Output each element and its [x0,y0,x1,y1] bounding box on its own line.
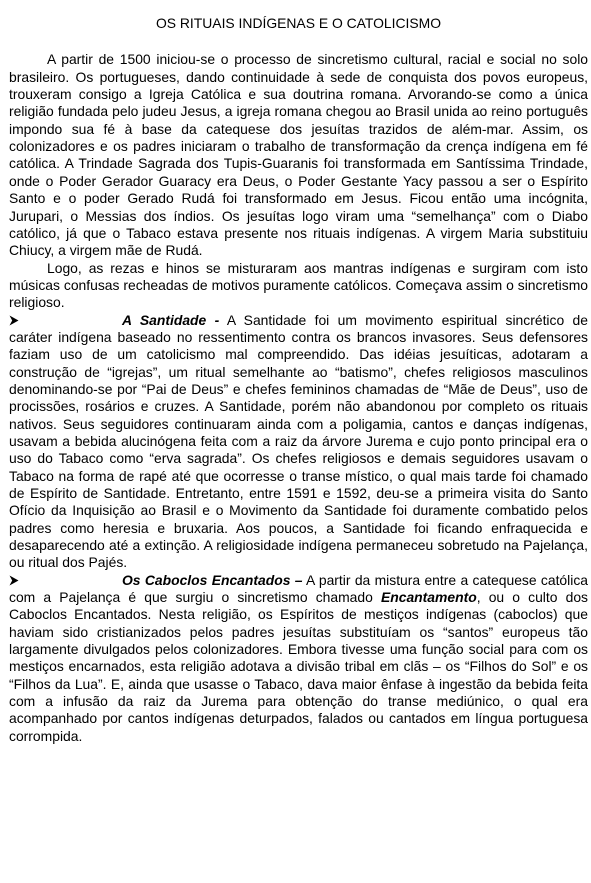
section-text-santidade: A Santidade foi um movimento espiritual sincrético de caráter indígena baseado no ressentimento contra os brancos invasores. Seus defensores faziam uso de um catolicismo mal compreendido. Das idéias jesuíticas, adotaram a construção de “igrejas”, um ritual semelhante ao “batismo”, chefes religiosos masculinos denominando-se por “Pai de Deus” e chefes femininos chamadas de “Mãe de Deus”, uso de procissões, rosários e cruzes. A Santidade, porém não abandonou por completo os rituais nativos. Seus seguidores continuaram ainda com a poligamia, cantos e danças indígenas, usavam a bebida alucinógena feita com a raiz da árvore Jurema e cujo ponto principal era o uso do Tabaco como “erva sagrada”. Os chefes religiosos e demais seguidores usavam o Tabaco na forma de rapé até que ocorresse o transe místico, o qual mais tarde foi chamado de Espírito de Santidade. Entretanto, entre 1591 e 1592, deu-se a primeira visita do Santo Ofício da Inquisição ao Brasil e o Movimento da Santidade foi duramente combatido pelos padres como heresia e bruxaria. Aos poucos, a Santidade foi ficando enfraquecida e desaparecendo até a extinção. A religiosidade indígena permaneceu sobretudo na Pajelança, ou ritual dos Pajés. [9,311,588,571]
section-heading-caboclos: Os Caboclos Encantados – [122,571,303,588]
section-caboclos [9,572,588,745]
section-text-caboclos-before: A partir da mistura entre a catequese católica com a Pajelança é que surgiu o sincretismo chamado [9,571,589,606]
section-santidade [9,312,588,572]
section-emphasis-encantamento: Encantamento [380,589,477,606]
paragraph-syncretism: Logo, as rezas e hinos se misturaram aos mantras indígenas e surgiram com isto músicas confusas recheadas de motivos puramente católicos. Começava assim o sincretismo religioso. [9,259,588,311]
arrowhead-bullet-icon [9,572,122,589]
arrowhead-bullet-icon [9,312,122,329]
paragraph-intro: A partir de 1500 iniciou-se o processo de sincretismo cultural, racial e social no solo brasileiro. Os portugueses, dando continuidade à sede de conquista dos povos europeus, trouxeram consigo a Igreja Católica e sua doutrina romana. Arvorando-se como a única religião fundada pelo judeu Jesus, a igreja romana chegou ao Brasil unida ao reino português impondo sua fé à base da catequese dos jesuítas trazidos de além-mar. Assim, os colonizadores e os padres iniciaram o trabalho de transformação da crença indígena em fé católica. A Trindade Sagrada dos Tupis-Guaranis foi transformada em Santíssima Trindade, onde o Poder Gerador Guaracy era Deus, o Poder Gestante Yacy passou a ser o Espírito Santo e o poder Gerado Rudá foi transformado em Jesus. Ficou então uma incógnita, Jurupari, o Messias dos índios. Os jesuítas logo viram uma “semelhança” com o Diabo católico, já que o Tabaco estava presente nos rituais indígenas. A virgem Maria substituiu Chiucy, a virgem mãe de Rudá. [9,51,588,259]
document-page [0,15,591,883]
section-text-caboclos-after: , ou o culto dos Caboclos Encantados. Nesta religião, os Espíritos de mestiços indígenas (caboclos) que haviam sido cristianizados pelos padres jesuítas substituíam os “santos” europeus tão largamente divulgados pelos colonizadores. Embora tivesse uma função social para com os mestiços encarnados, esta religião adotava a divisão tribal em clãs – os “Filhos do Sol” e os “Filhos da Lua”. E, ainda que usasse o Tabaco, dava maior ênfase à ingestão da bebida feita com a infusão da raiz da Jurema para obtenção do transe mediúnico, o qual era acompanhado por cantos indígenas deturpados, falados ou cantados em língua portuguesa corrompida. [9,589,588,744]
section-heading-santidade: A Santidade - [122,311,220,328]
document-title: OS RITUAIS INDÍGENAS E O CATOLICISMO [155,15,442,31]
